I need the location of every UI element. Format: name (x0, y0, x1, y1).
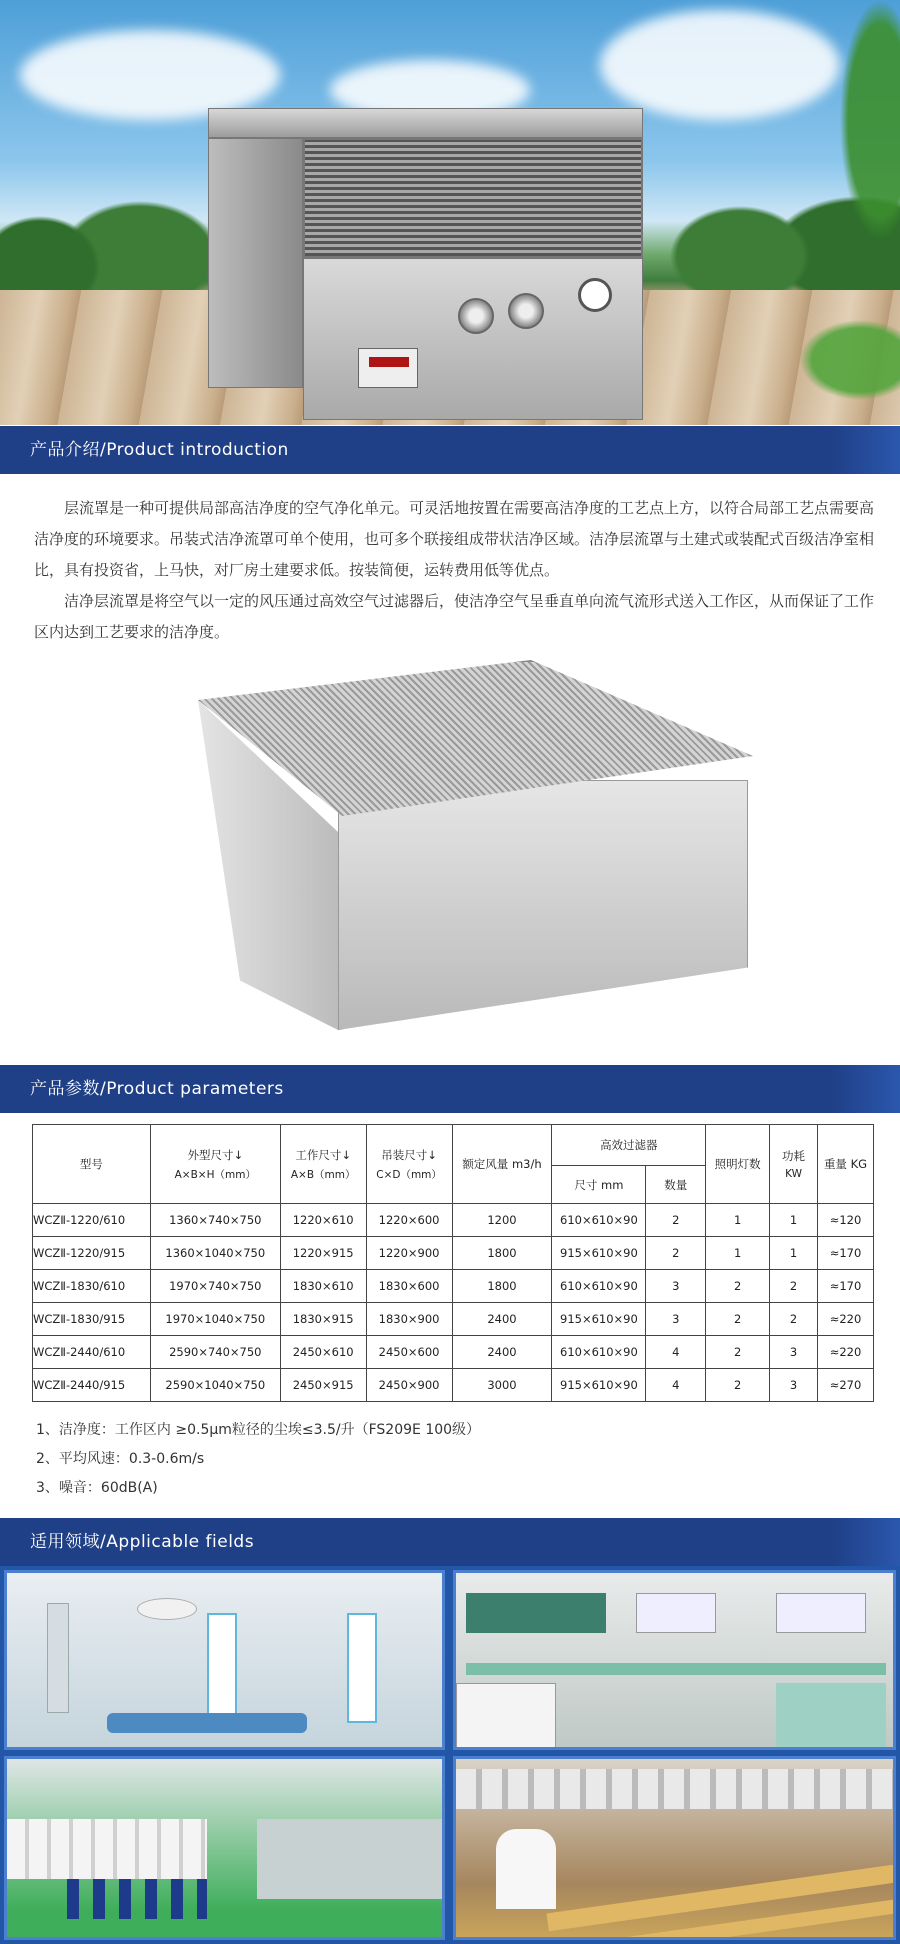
table-cell-hang: 1220×600 (366, 1204, 452, 1237)
spec-notes (36, 1416, 856, 1503)
table-cell-qty: 3 (646, 1303, 706, 1336)
table-cell-size: 610×610×90 (552, 1204, 646, 1237)
table-cell-power: 1 (770, 1204, 818, 1237)
header-hepa: 高效过滤器 (552, 1125, 706, 1166)
table-cell-work: 2450×915 (280, 1369, 366, 1402)
table-cell-lamps: 2 (706, 1369, 770, 1402)
table-row (33, 1237, 874, 1270)
laboratory-photo (453, 1570, 896, 1750)
header-weight: 重量 KG (817, 1125, 873, 1204)
spec-note: 2、平均风速：0.3-0.6m/s (36, 1451, 205, 1467)
parameter-table (32, 1124, 874, 1402)
leaves-decoration (770, 0, 900, 425)
hanging-laminar-flow-hood-photo (208, 108, 643, 420)
header-work-size: 工作尺寸↓ A×B（mm） (280, 1125, 366, 1204)
pharmaceutical-workshop-photo (4, 1756, 445, 1940)
table-cell-work: 1830×610 (280, 1270, 366, 1303)
table-cell-power: 2 (770, 1303, 818, 1336)
valve-knob (458, 298, 494, 334)
table-cell-model: WCZⅡ-1830/610 (33, 1270, 151, 1303)
spec-note: 3、噪音：60dB(A) (36, 1480, 158, 1496)
table-cell-power: 3 (770, 1336, 818, 1369)
table-cell-model: WCZⅡ-1220/610 (33, 1204, 151, 1237)
table-row (33, 1204, 874, 1237)
table-cell-outer: 2590×740×750 (150, 1336, 280, 1369)
table-cell-power: 2 (770, 1270, 818, 1303)
table-cell-size: 610×610×90 (552, 1270, 646, 1303)
table-cell-qty: 2 (646, 1204, 706, 1237)
intro-text (34, 493, 874, 648)
table-cell-weight: ≈170 (817, 1237, 873, 1270)
table-cell-qty: 2 (646, 1237, 706, 1270)
section-bar-fields (0, 1518, 900, 1566)
table-cell-outer: 2590×1040×750 (150, 1369, 280, 1402)
table-cell-size: 610×610×90 (552, 1336, 646, 1369)
table-cell-airflow: 2400 (452, 1303, 552, 1336)
laminar-flow-filter-unit-photo (198, 660, 753, 1040)
table-cell-model: WCZⅡ-1830/915 (33, 1303, 151, 1336)
table-cell-hang: 1830×600 (366, 1270, 452, 1303)
table-cell-hang: 1220×900 (366, 1237, 452, 1270)
table-cell-model: WCZⅡ-2440/610 (33, 1336, 151, 1369)
operating-room-photo (4, 1570, 445, 1750)
table-cell-lamps: 2 (706, 1303, 770, 1336)
table-cell-outer: 1970×740×750 (150, 1270, 280, 1303)
header-power: 功耗 KW (770, 1125, 818, 1204)
section-bar-intro (0, 426, 900, 474)
table-cell-qty: 4 (646, 1336, 706, 1369)
table-cell-airflow: 3000 (452, 1369, 552, 1402)
table-cell-airflow: 1800 (452, 1270, 552, 1303)
spec-note: 1、洁净度：工作区内 ≥0.5μm粒径的尘埃≤3.5/升（FS209E 100级） (36, 1422, 481, 1438)
table-cell-lamps: 1 (706, 1204, 770, 1237)
table-cell-power: 1 (770, 1237, 818, 1270)
table-cell-power: 3 (770, 1369, 818, 1402)
table-cell-hang: 1830×900 (366, 1303, 452, 1336)
intro-paragraph: 洁净层流罩是将空气以一定的风压通过高效空气过滤器后，使洁净空气呈垂直单向流气流形式送入工作区，从而保证了工作区内达到工艺要求的洁净度。 (34, 592, 875, 641)
valve-knob (508, 293, 544, 329)
header-outer-size: 外型尺寸↓ A×B×H（mm） (150, 1125, 280, 1204)
table-cell-airflow: 2400 (452, 1336, 552, 1369)
table-cell-lamps: 2 (706, 1336, 770, 1369)
pressure-gauge (578, 278, 612, 312)
table-cell-outer: 1360×1040×750 (150, 1237, 280, 1270)
header-lamps: 照明灯数 (706, 1125, 770, 1204)
section-title-intro: 产品介绍/Product introduction (30, 440, 289, 460)
header-airflow: 额定风量 m3/h (452, 1125, 552, 1204)
hero-image (0, 0, 900, 425)
header-hepa-size: 尺寸 mm (552, 1166, 646, 1204)
table-cell-lamps: 1 (706, 1237, 770, 1270)
table-row (33, 1336, 874, 1369)
table-row (33, 1369, 874, 1402)
section-title-fields: 适用领域/Applicable fields (30, 1532, 255, 1552)
table-cell-airflow: 1800 (452, 1237, 552, 1270)
table-cell-weight: ≈170 (817, 1270, 873, 1303)
controller-display (358, 348, 418, 388)
header-model: 型号 (33, 1125, 151, 1204)
table-cell-work: 1830×915 (280, 1303, 366, 1336)
table-cell-size: 915×610×90 (552, 1369, 646, 1402)
table-cell-work: 2450×610 (280, 1336, 366, 1369)
table-row (33, 1303, 874, 1336)
table-cell-hang: 2450×600 (366, 1336, 452, 1369)
table-cell-airflow: 1200 (452, 1204, 552, 1237)
table-cell-qty: 3 (646, 1270, 706, 1303)
table-cell-size: 915×610×90 (552, 1303, 646, 1336)
table-cell-outer: 1360×740×750 (150, 1204, 280, 1237)
table-cell-outer: 1970×1040×750 (150, 1303, 280, 1336)
table-cell-weight: ≈120 (817, 1204, 873, 1237)
table-cell-weight: ≈220 (817, 1303, 873, 1336)
table-cell-hang: 2450×900 (366, 1369, 452, 1402)
header-hang-size: 吊装尺寸↓ C×D（mm） (366, 1125, 452, 1204)
intro-paragraph: 层流罩是一种可提供局部高洁净度的空气净化单元。可灵活地按置在需要高洁净度的工艺点上方，以符合局部工艺点需要高洁净度的环境要求。吊装式洁净流罩可单个使用，也可多个联接组成带状洁净区域。洁净层流罩与土建式或装配式百级洁净室相比，具有投资省，上马快，对厂房土建要求低。按装简便，运转费用低等优点。 (34, 499, 875, 579)
table-row (33, 1270, 874, 1303)
food-production-line-photo (453, 1756, 896, 1940)
table-cell-lamps: 2 (706, 1270, 770, 1303)
header-hepa-qty: 数量 (646, 1166, 706, 1204)
table-cell-weight: ≈220 (817, 1336, 873, 1369)
table-cell-model: WCZⅡ-2440/915 (33, 1369, 151, 1402)
table-cell-work: 1220×915 (280, 1237, 366, 1270)
table-cell-qty: 4 (646, 1369, 706, 1402)
applicable-fields-gallery (0, 1566, 900, 1944)
table-cell-work: 1220×610 (280, 1204, 366, 1237)
table-cell-model: WCZⅡ-1220/915 (33, 1237, 151, 1270)
table-cell-size: 915×610×90 (552, 1237, 646, 1270)
section-title-params: 产品参数/Product parameters (30, 1079, 284, 1099)
section-bar-params (0, 1065, 900, 1113)
table-cell-weight: ≈270 (817, 1369, 873, 1402)
